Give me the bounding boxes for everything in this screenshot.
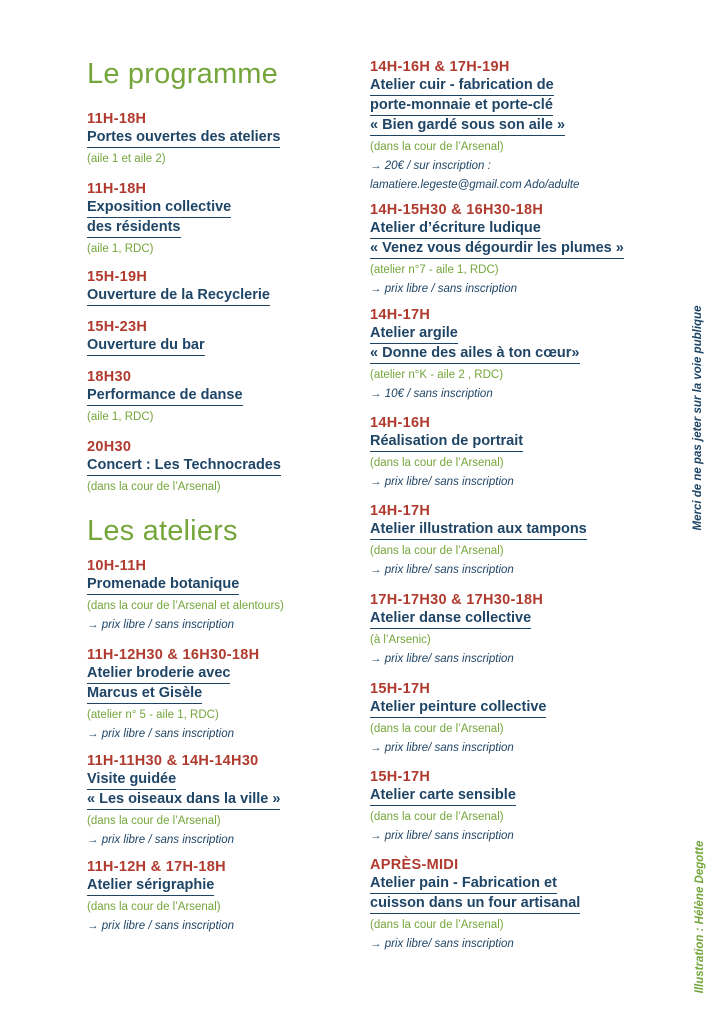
event-title bbox=[370, 76, 579, 136]
event-info: → prix libre / sans inscription bbox=[370, 283, 517, 295]
event-time: 18H30 bbox=[87, 369, 132, 385]
event-title bbox=[87, 198, 231, 238]
event-location: (dans la cour de l’Arsenal) bbox=[87, 901, 221, 913]
event-title-line: Portes ouvertes des ateliers bbox=[87, 128, 280, 148]
event-info: → prix libre / sans inscription bbox=[87, 834, 234, 846]
event-title-line: Promenade botanique bbox=[87, 575, 239, 595]
event-title-line: Atelier cuir - fabrication de bbox=[370, 76, 554, 96]
event-title-line: « Donne des ailes à ton cœur» bbox=[370, 344, 580, 364]
event-title-line: Performance de danse bbox=[87, 386, 243, 406]
event-time: 14H-16H & 17H-19H bbox=[370, 59, 510, 75]
event-location: (atelier n°7 - aile 1, RDC) bbox=[370, 264, 499, 276]
event-title bbox=[87, 286, 270, 306]
event-location: (dans la cour de l’Arsenal et alentours) bbox=[87, 600, 284, 612]
event-title-line: Ouverture du bar bbox=[87, 336, 205, 356]
event-title-line: Visite guidée bbox=[87, 770, 176, 790]
event-title bbox=[370, 786, 516, 806]
event-time: 14H-15H30 & 16H30-18H bbox=[370, 202, 544, 218]
event-time: 14H-16H bbox=[370, 415, 431, 431]
event-item bbox=[87, 858, 234, 936]
event-info: → prix libre / sans inscription bbox=[87, 728, 234, 740]
event-time: 11H-18H bbox=[87, 111, 147, 127]
event-time: 14H-17H bbox=[370, 503, 431, 519]
event-item bbox=[370, 58, 579, 195]
event-item bbox=[87, 752, 280, 850]
event-time: 15H-19H bbox=[87, 269, 148, 285]
event-item bbox=[87, 368, 243, 427]
event-title bbox=[87, 575, 284, 595]
event-item bbox=[87, 180, 231, 259]
event-title bbox=[87, 128, 280, 148]
event-info: → 20€ / sur inscription : bbox=[370, 160, 491, 172]
event-title-line: Ouverture de la Recyclerie bbox=[87, 286, 270, 306]
event-location: (dans la cour de l’Arsenal) bbox=[87, 815, 221, 827]
event-title-line: Atelier illustration aux tampons bbox=[370, 520, 587, 540]
event-item bbox=[370, 414, 523, 492]
event-info: → prix libre/ sans inscription bbox=[370, 564, 514, 576]
program-heading: Le programme bbox=[87, 58, 278, 90]
event-info: → prix libre/ sans inscription bbox=[370, 742, 514, 754]
event-item bbox=[370, 502, 587, 580]
event-info: lamatiere.legeste@gmail.com Ado/adulte bbox=[370, 179, 580, 191]
event-location: (aile 1, RDC) bbox=[87, 243, 154, 255]
event-info: → prix libre/ sans inscription bbox=[370, 830, 514, 842]
event-title bbox=[370, 874, 580, 914]
event-location: (à l’Arsenic) bbox=[370, 634, 431, 646]
event-info: → prix libre/ sans inscription bbox=[370, 476, 514, 488]
workshops-heading: Les ateliers bbox=[87, 515, 238, 547]
event-info: → prix libre/ sans inscription bbox=[370, 938, 514, 950]
event-title-line: Atelier danse collective bbox=[370, 609, 531, 629]
event-title-line: Atelier sérigraphie bbox=[87, 876, 214, 896]
event-time: 11H-11H30 & 14H-14H30 bbox=[87, 753, 259, 769]
event-location: (dans la cour de l’Arsenal) bbox=[370, 457, 504, 469]
event-time: 11H-12H30 & 16H30-18H bbox=[87, 647, 260, 663]
event-title-line: porte-monnaie et porte-clé bbox=[370, 96, 553, 116]
event-location: (atelier n°K - aile 2 , RDC) bbox=[370, 369, 504, 381]
event-item bbox=[370, 306, 580, 404]
event-title-line: « Bien gardé sous son aile » bbox=[370, 116, 565, 136]
event-item bbox=[87, 268, 270, 306]
event-item bbox=[87, 318, 205, 356]
event-item bbox=[370, 680, 546, 758]
event-title-line: « Venez vous dégourdir les plumes » bbox=[370, 239, 624, 259]
event-title-line: Concert : Les Technocrades bbox=[87, 456, 281, 476]
event-title-line: Atelier peinture collective bbox=[370, 698, 546, 718]
event-item bbox=[87, 110, 280, 169]
illustration-credit: Illustration : Hélène Degotte bbox=[694, 840, 706, 994]
event-time: 15H-17H bbox=[370, 681, 431, 697]
event-title bbox=[370, 324, 580, 364]
event-time: 15H-23H bbox=[87, 319, 148, 335]
event-title-line: des résidents bbox=[87, 218, 181, 238]
event-title-line: Marcus et Gisèle bbox=[87, 684, 202, 704]
event-title bbox=[370, 698, 546, 718]
event-time: 11H-18H bbox=[87, 181, 147, 197]
event-time: 10H-11H bbox=[87, 558, 147, 574]
event-item bbox=[370, 591, 543, 669]
event-title bbox=[87, 386, 243, 406]
event-time: 17H-17H30 & 17H30-18H bbox=[370, 592, 544, 608]
event-item bbox=[370, 201, 624, 299]
event-time: 20H30 bbox=[87, 439, 132, 455]
event-location: (aile 1 et aile 2) bbox=[87, 153, 166, 165]
event-title bbox=[370, 520, 587, 540]
event-title-line: Atelier pain - Fabrication et bbox=[370, 874, 557, 894]
event-title-line: cuisson dans un four artisanal bbox=[370, 894, 580, 914]
event-location: (dans la cour de l’Arsenal) bbox=[87, 481, 221, 493]
event-title bbox=[370, 609, 543, 629]
event-info: → prix libre / sans inscription bbox=[87, 920, 234, 932]
side-note: Merci de ne pas jeter sur la voie publique bbox=[692, 305, 704, 531]
event-title-line: Atelier d’écriture ludique bbox=[370, 219, 541, 239]
event-location: (atelier n° 5 - aile 1, RDC) bbox=[87, 709, 219, 721]
event-item bbox=[370, 856, 580, 954]
event-title bbox=[87, 770, 280, 810]
event-info: → prix libre/ sans inscription bbox=[370, 653, 514, 665]
event-time: APRÈS-MIDI bbox=[370, 857, 459, 873]
event-location: (dans la cour de l’Arsenal) bbox=[370, 141, 504, 153]
event-item bbox=[87, 438, 281, 497]
event-time: 11H-12H & 17H-18H bbox=[87, 859, 226, 875]
event-location: (dans la cour de l’Arsenal) bbox=[370, 811, 504, 823]
event-title bbox=[87, 664, 259, 704]
event-item bbox=[370, 768, 516, 846]
event-title-line: Atelier broderie avec bbox=[87, 664, 230, 684]
event-time: 14H-17H bbox=[370, 307, 431, 323]
event-location: (aile 1, RDC) bbox=[87, 411, 154, 423]
event-title bbox=[87, 456, 281, 476]
event-title-line: Atelier argile bbox=[370, 324, 458, 344]
event-title-line: Réalisation de portrait bbox=[370, 432, 523, 452]
event-item bbox=[87, 646, 259, 744]
event-title bbox=[370, 219, 624, 259]
event-location: (dans la cour de l’Arsenal) bbox=[370, 723, 504, 735]
event-title bbox=[87, 876, 234, 896]
event-title bbox=[87, 336, 205, 356]
event-time: 15H-17H bbox=[370, 769, 431, 785]
event-item bbox=[87, 557, 284, 635]
event-title bbox=[370, 432, 523, 452]
event-title-line: Exposition collective bbox=[87, 198, 231, 218]
event-info: → 10€ / sans inscription bbox=[370, 388, 493, 400]
event-location: (dans la cour de l’Arsenal) bbox=[370, 545, 504, 557]
event-title-line: « Les oiseaux dans la ville » bbox=[87, 790, 280, 810]
event-title-line: Atelier carte sensible bbox=[370, 786, 516, 806]
event-location: (dans la cour de l’Arsenal) bbox=[370, 919, 504, 931]
event-info: → prix libre / sans inscription bbox=[87, 619, 234, 631]
